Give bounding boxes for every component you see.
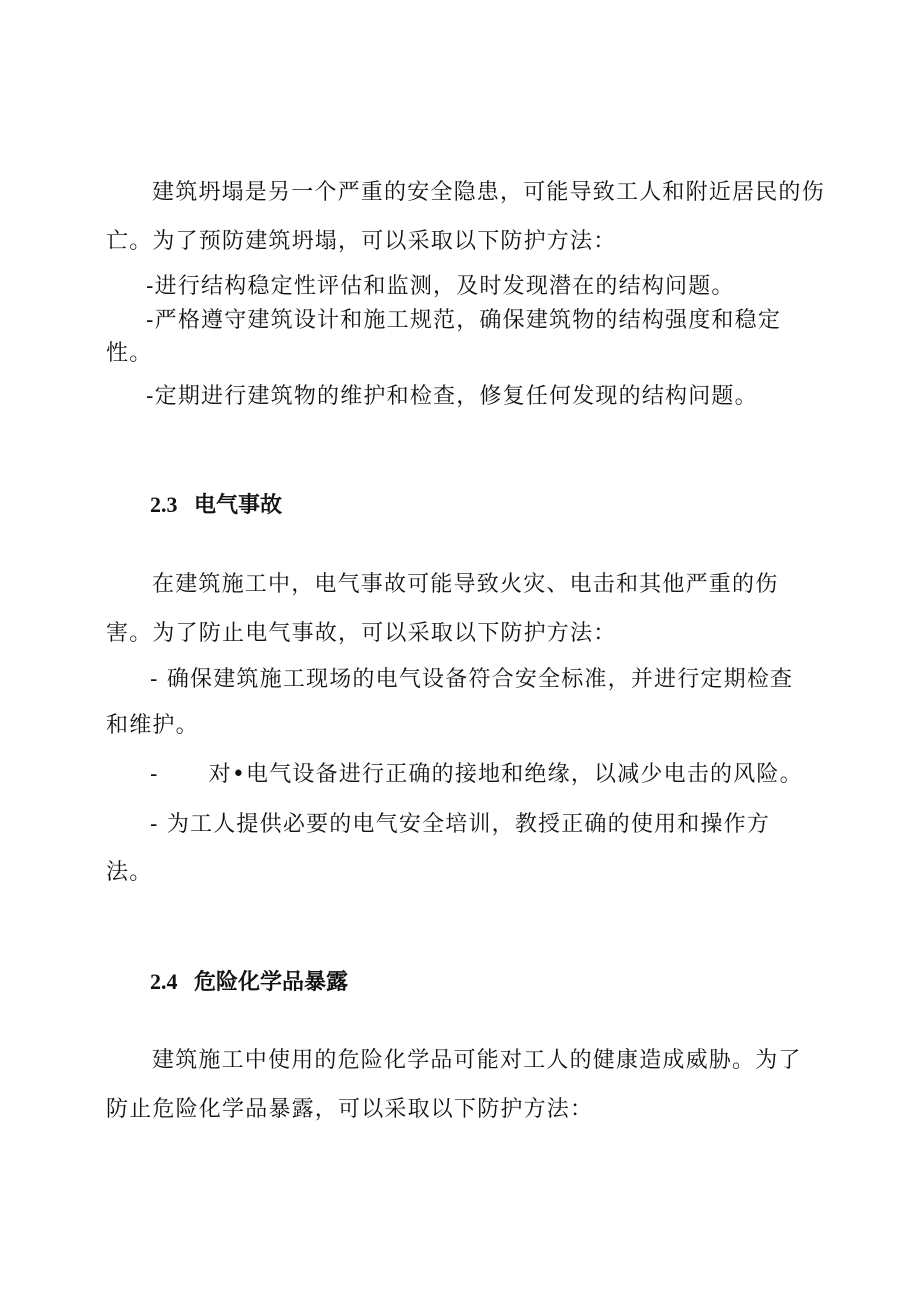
bullet-item: - 确保建筑施工现场的电气设备符合安全标准，并进行定期检查 [150,667,794,692]
paragraph-line: 害。为了防止电气事故，可以采取以下防护方法： [106,621,617,646]
section-title: 危险化学品暴露 [194,970,349,995]
paragraph-line: 在建筑施工中，电气事故可能导致火灾、电击和其他严重的伤 [152,572,779,597]
bullet-item: -严格遵守建筑设计和施工规范，确保建筑物的结构强度和稳定 [146,308,782,333]
section-number: 2.4 [150,969,178,994]
paragraph-line: 建筑施工中使用的危险化学品可能对工人的健康造成威胁。为了 [152,1048,802,1073]
section-heading-2-4 [150,967,348,998]
bullet-item-continuation: 性。 [106,341,153,366]
bullet-item: - 为工人提供必要的电气安全培训，教授正确的使用和操作方 [150,812,771,837]
section-title: 电气事故 [194,493,283,518]
bullet-dash: - [150,762,159,787]
bullet-item [150,760,803,790]
bullet-item-continuation: 法。 [106,860,153,885]
section-number: 2.3 [150,492,178,517]
bullet-text: 对•电气设备进行正确的接地和绝缘，以减少电击的风险。 [208,762,803,787]
paragraph-line: 亡。为了预防建筑坍塌，可以采取以下防护方法： [106,229,617,254]
bullet-item: -定期进行建筑物的维护和检查，修复任何发现的结构问题。 [146,384,758,409]
paragraph-line: 防止危险化学品暴露，可以采取以下防护方法： [106,1097,594,1122]
paragraph-line: 建筑坍塌是另一个严重的安全隐患，可能导致工人和附近居民的伤 [152,180,825,205]
section-heading-2-3 [150,490,282,521]
bullet-item: -进行结构稳定性评估和监测，及时发现潜在的结构问题。 [146,274,735,299]
bullet-item-continuation: 和维护。 [106,713,199,738]
